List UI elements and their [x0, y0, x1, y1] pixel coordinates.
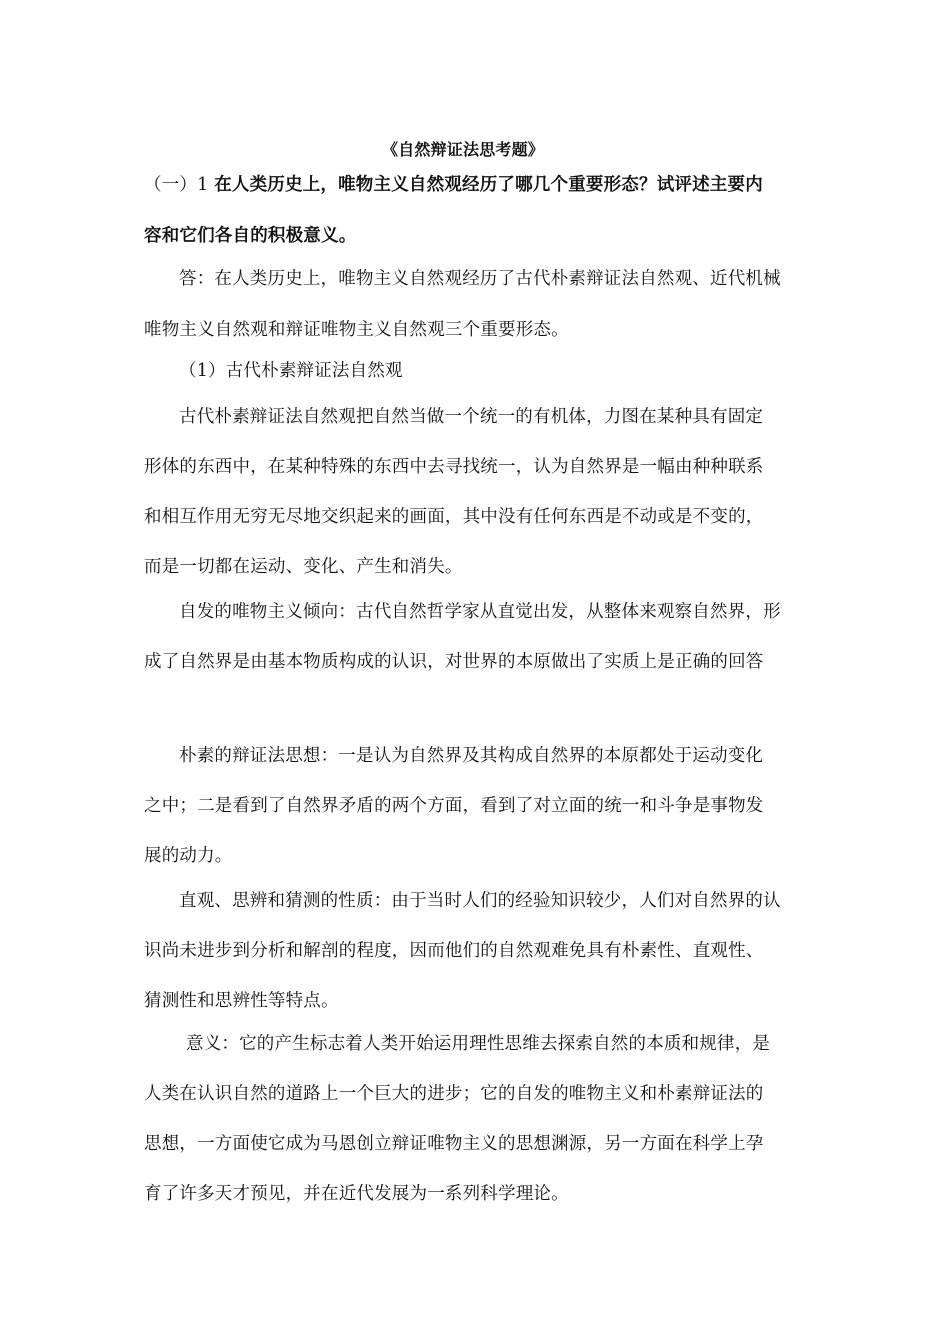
overview-line-1: 古代朴素辩证法自然观把自然当做一个统一的有机体，力图在某种具有固定	[179, 407, 764, 427]
question-line-1	[144, 174, 763, 196]
dialectics-line-1: 朴素的辩证法思想：一是认为自然界及其构成自然界的本原都处于运动变化	[179, 746, 764, 766]
question-text-1: 在人类历史上，唯物主义自然观经历了哪几个重要形态？试评述主要内	[214, 175, 763, 195]
significance-line-3: 思想，一方面使它成为马恩创立辩证唯物主义的思想渊源，另一方面在科学上孕	[144, 1134, 764, 1154]
dialectics-line-3: 展的动力。	[144, 846, 233, 866]
section-1-heading: （1）古代朴素辩证法自然观	[179, 361, 403, 381]
significance-line-4: 育了许多天才预见，并在近代发展为一系列科学理论。	[144, 1184, 569, 1204]
significance-line-2: 人类在认识自然的道路上一个巨大的进步；它的自发的唯物主义和朴素辩证法的	[144, 1084, 764, 1104]
overview-line-2: 形体的东西中，在某种特殊的东西中去寻找统一，认为自然界是一幅由种种联系	[144, 457, 764, 477]
document-title: 《自然辩证法思考题》	[382, 140, 545, 159]
materialism-line-1: 自发的唯物主义倾向：古代自然哲学家从直觉出发，从整体来观察自然界，形	[179, 602, 781, 622]
question-prefix: （一）1	[144, 175, 215, 195]
nature-line-1: 直观、思辨和猜测的性质：由于当时人们的经验知识较少，人们对自然界的认	[179, 891, 781, 911]
answer-intro-line-2: 唯物主义自然观和辩证唯物主义自然观三个重要形态。	[144, 320, 569, 340]
overview-line-4: 而是一切都在运动、变化、产生和消失。	[144, 557, 463, 577]
nature-line-2: 识尚未进步到分析和解剖的程度，因而他们的自然观难免具有朴素性、直观性、	[144, 941, 764, 961]
dialectics-line-2: 之中；二是看到了自然界矛盾的两个方面，看到了对立面的统一和斗争是事物发	[144, 796, 764, 816]
overview-line-3: 和相互作用无穷无尽地交织起来的画面，其中没有任何东西是不动或是不变的，	[144, 507, 764, 527]
answer-intro-line-1: 答：在人类历史上，唯物主义自然观经历了古代朴素辩证法自然观、近代机械	[179, 269, 781, 289]
nature-line-3: 猜测性和思辨性等特点。	[144, 991, 339, 1011]
significance-line-1: 意义：它的产生标志着人类开始运用理性思维去探索自然的本质和规律，是	[186, 1034, 771, 1054]
materialism-line-2: 成了自然界是由基本物质构成的认识，对世界的本原做出了实质上是正确的回答	[144, 652, 764, 672]
question-line-2: 容和它们各自的积极意义。	[144, 226, 357, 246]
